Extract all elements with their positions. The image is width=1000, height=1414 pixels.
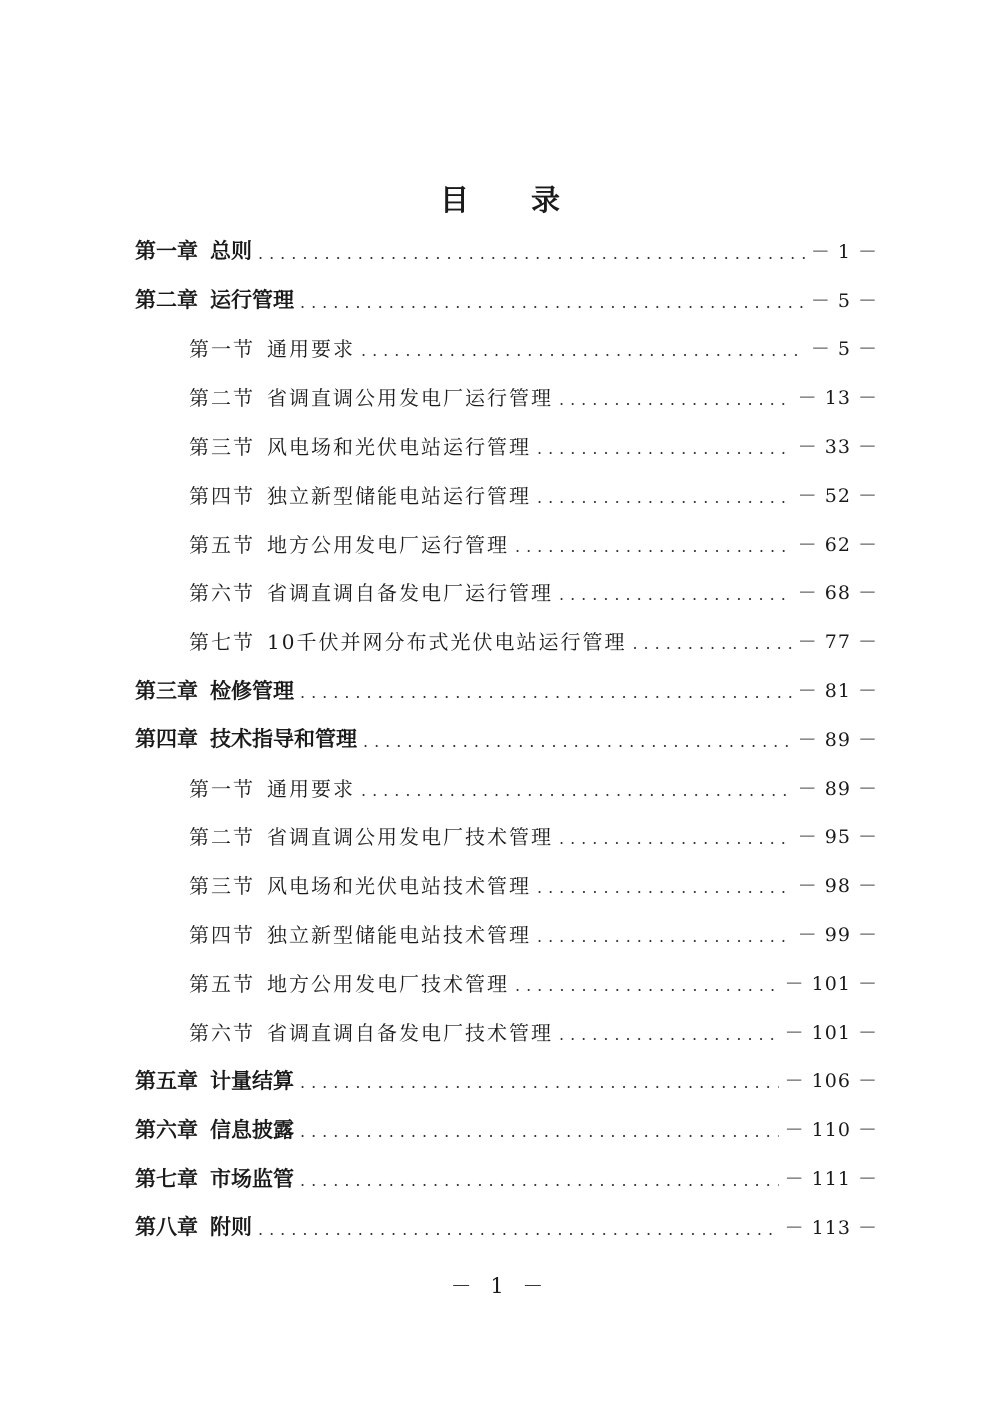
toc-entry-label [189, 821, 553, 850]
toc-entry-number: 第四节 [189, 923, 255, 948]
toc-entry-title: 通用要求 [267, 776, 355, 801]
toc-leader-dots [537, 439, 792, 458]
page-number: － 1 － [450, 1274, 550, 1298]
toc-section-entry[interactable] [0, 909, 1000, 958]
toc-section-entry[interactable] [0, 568, 1000, 617]
toc-section-entry[interactable] [0, 421, 1000, 470]
toc-entry-number: 第七节 [189, 630, 255, 655]
toc-entry-title: 独立新型储能电站运行管理 [267, 483, 531, 508]
toc-entry-label [135, 723, 357, 753]
toc-entry-label [189, 626, 626, 655]
toc-leader-dots [515, 976, 779, 995]
toc-leader-dots [559, 585, 792, 604]
toc-entry-number: 第四节 [189, 483, 255, 508]
toc-entry-label [135, 235, 252, 265]
toc-heading: 目 录 [439, 183, 587, 217]
toc-entry-page: － 101 － [784, 972, 878, 995]
toc-entry-page: － 33 － [797, 436, 878, 459]
toc-leader-dots [300, 683, 792, 702]
toc-entry-page: － 89 － [797, 777, 878, 800]
toc-entry-page: － 77 － [797, 631, 878, 654]
toc-entry-number: 第一节 [189, 337, 255, 362]
toc-leader-dots [361, 341, 805, 360]
toc-entry-label [135, 1114, 294, 1144]
toc-entry-page: － 68 － [797, 582, 878, 605]
toc-leader-dots [361, 781, 792, 800]
toc-entry-label [189, 480, 531, 509]
toc-section-entry[interactable] [0, 860, 1000, 909]
toc-entry-page: － 113 － [784, 1216, 878, 1239]
toc-entry-label [135, 284, 294, 314]
toc-entry-page: － 99 － [797, 924, 878, 947]
toc-entry-number: 第一章 [135, 239, 198, 264]
toc-entry-label [189, 529, 509, 558]
toc-entry-title: 信息披露 [210, 1117, 294, 1142]
toc-entry-label [189, 577, 553, 606]
toc-section-entry[interactable] [0, 470, 1000, 519]
toc-entry-number: 第二节 [189, 386, 255, 411]
toc-entry-label [189, 968, 509, 997]
toc-entry-page: － 106 － [784, 1070, 878, 1093]
toc-chapter-entry[interactable] [0, 1153, 1000, 1202]
toc-entry-page: － 1 － [810, 240, 878, 263]
toc-entry-page: － 98 － [797, 875, 878, 898]
toc-entry-title: 省调直调自备发电厂运行管理 [267, 581, 553, 606]
toc-entry-number: 第三章 [135, 678, 198, 703]
toc-entry-number: 第五节 [189, 971, 255, 996]
toc-entry-title: 市场监管 [210, 1166, 294, 1191]
toc-chapter-entry[interactable] [0, 665, 1000, 714]
toc-entry-title: 省调直调自备发电厂技术管理 [267, 1020, 553, 1045]
table-of-contents [0, 226, 1000, 1251]
toc-entry-label [135, 1211, 252, 1241]
toc-leader-dots [300, 1073, 779, 1092]
toc-entry-number: 第三节 [189, 435, 255, 460]
toc-leader-dots [515, 537, 792, 556]
toc-leader-dots [300, 293, 805, 312]
toc-leader-dots [559, 1025, 779, 1044]
toc-entry-page: － 111 － [784, 1168, 878, 1191]
toc-entry-number: 第六节 [189, 1020, 255, 1045]
toc-section-entry[interactable] [0, 1007, 1000, 1056]
toc-leader-dots [537, 927, 792, 946]
toc-entry-title: 检修管理 [210, 678, 294, 703]
toc-leader-dots [559, 829, 792, 848]
toc-entry-title: 附则 [210, 1215, 252, 1240]
toc-chapter-entry[interactable] [0, 1056, 1000, 1105]
toc-leader-dots [258, 244, 805, 263]
toc-entry-label [135, 1163, 294, 1193]
toc-entry-label [189, 870, 531, 899]
toc-chapter-entry[interactable] [0, 275, 1000, 324]
toc-section-entry[interactable] [0, 519, 1000, 568]
toc-entry-number: 第五节 [189, 532, 255, 557]
toc-entry-number: 第三节 [189, 874, 255, 899]
toc-entry-label [189, 382, 553, 411]
toc-entry-title: 省调直调公用发电厂技术管理 [267, 825, 553, 850]
toc-section-entry[interactable] [0, 324, 1000, 373]
toc-leader-dots [537, 488, 792, 507]
toc-entry-number: 第五章 [135, 1068, 198, 1093]
toc-entry-page: － 62 － [797, 533, 878, 556]
toc-entry-title: 运行管理 [210, 288, 294, 313]
toc-entry-title: 10千伏并网分布式光伏电站运行管理 [267, 630, 627, 655]
toc-entry-number: 第二章 [135, 288, 198, 313]
toc-entry-title: 地方公用发电厂运行管理 [267, 532, 509, 557]
toc-section-entry[interactable] [0, 812, 1000, 861]
toc-entry-page: － 13 － [797, 387, 878, 410]
toc-entry-title: 计量结算 [210, 1068, 294, 1093]
toc-entry-title: 独立新型储能电站技术管理 [267, 923, 531, 948]
toc-leader-dots [632, 634, 791, 653]
toc-entry-number: 第七章 [135, 1166, 198, 1191]
toc-entry-page: － 110 － [784, 1119, 878, 1142]
toc-entry-page: － 89 － [797, 728, 878, 751]
toc-entry-label [135, 675, 294, 705]
toc-entry-number: 第二节 [189, 825, 255, 850]
toc-entry-title: 通用要求 [267, 337, 355, 362]
toc-leader-dots [537, 878, 792, 897]
toc-entry-title: 地方公用发电厂技术管理 [267, 971, 509, 996]
toc-entry-label [135, 1065, 294, 1095]
toc-entry-page: － 95 － [797, 826, 878, 849]
toc-chapter-entry[interactable] [0, 1202, 1000, 1251]
toc-leader-dots [300, 1122, 779, 1141]
toc-entry-number: 第六章 [135, 1117, 198, 1142]
toc-entry-title: 风电场和光伏电站技术管理 [267, 874, 531, 899]
toc-entry-label [189, 773, 355, 802]
toc-entry-label [189, 333, 355, 362]
toc-leader-dots [363, 732, 792, 751]
toc-entry-number: 第八章 [135, 1215, 198, 1240]
toc-chapter-entry[interactable] [0, 714, 1000, 763]
toc-entry-number: 第四章 [135, 727, 198, 752]
toc-leader-dots [559, 390, 792, 409]
toc-section-entry[interactable] [0, 616, 1000, 665]
toc-entry-title: 总则 [210, 239, 252, 264]
toc-chapter-entry[interactable] [0, 1104, 1000, 1153]
toc-entry-label [189, 431, 531, 460]
toc-entry-label [189, 919, 531, 948]
toc-entry-title: 省调直调公用发电厂运行管理 [267, 386, 553, 411]
toc-entry-page: － 101 － [784, 1021, 878, 1044]
toc-entry-number: 第一节 [189, 776, 255, 801]
toc-entry-title: 风电场和光伏电站运行管理 [267, 435, 531, 460]
toc-entry-label [189, 1017, 553, 1046]
toc-entry-title: 技术指导和管理 [210, 727, 357, 752]
toc-entry-page: － 5 － [810, 338, 878, 361]
toc-entry-page: － 52 － [797, 484, 878, 507]
toc-section-entry[interactable] [0, 958, 1000, 1007]
toc-entry-page: － 81 － [797, 680, 878, 703]
toc-section-entry[interactable] [0, 763, 1000, 812]
toc-entry-number: 第六节 [189, 581, 255, 606]
toc-leader-dots [258, 1220, 779, 1239]
toc-chapter-entry[interactable] [0, 226, 1000, 275]
toc-section-entry[interactable] [0, 372, 1000, 421]
toc-entry-page: － 5 － [810, 289, 878, 312]
toc-leader-dots [300, 1171, 779, 1190]
